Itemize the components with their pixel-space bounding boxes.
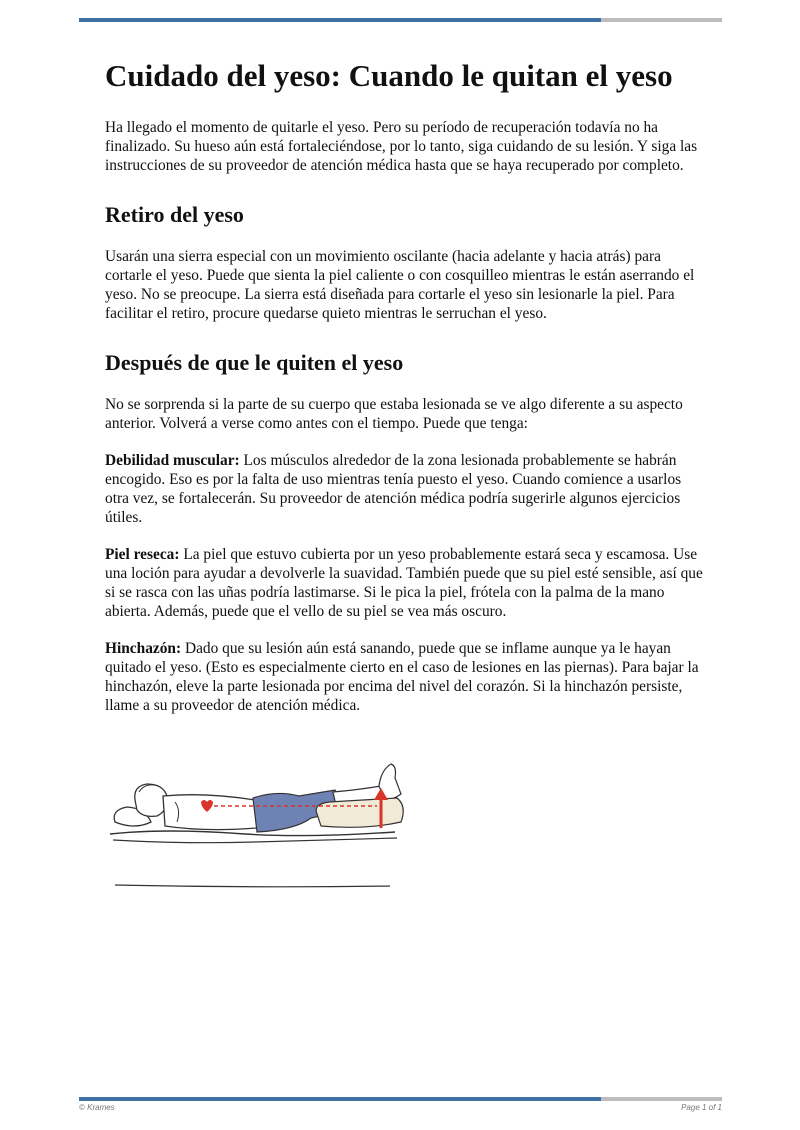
page-title: Cuidado del yeso: Cuando le quitan el yeso: [105, 58, 673, 93]
leg-elevation-illustration: [105, 752, 415, 897]
header-rule-secondary: [601, 18, 722, 22]
text-muscle-weakness: Los músculos alrededor de la zona lesionada probablemente se habrán encogido. Eso es por la falta de uso mientras tenía puesto el yeso. Cuando comience a usarlos otra vez, se fortalecerán. Su proveedor de atención médica podría sugerirle algunos ejercicios útiles.: [105, 452, 682, 526]
footer-copyright: © Krames: [79, 1103, 115, 1112]
section-heading-after: Después de que le quiten el yeso: [105, 350, 404, 375]
text-swelling: Dado que su lesión aún está sanando, puede que se inflame aunque ya le hayan quitado el yeso. (Esto es especialmente cierto en el caso de lesiones en las piernas). Para bajar la hinchazón, eleve la parte lesionada por encima del nivel del corazón. Si la hinchazón persiste, llame a su proveedor de atención médica.: [105, 640, 699, 714]
footer-page-number: Page 1 of 1: [681, 1103, 722, 1112]
list-item-muscle-weakness: [105, 451, 705, 527]
footer-rule-accent: [79, 1097, 601, 1101]
intro-paragraph: Ha llegado el momento de quitarle el yeso. Pero su período de recuperación todavía no ha finalizado. Su hueso aún está fortaleciéndose, por lo tanto, siga cuidando de su lesión. Y siga las instrucciones de su proveedor de atención médica hasta que se haya recuperado por completo.: [105, 119, 698, 174]
footer-rule: [79, 1097, 722, 1101]
header-rule-accent: [79, 18, 601, 22]
term-dry-skin: Piel reseca:: [105, 546, 180, 563]
text-dry-skin: La piel que estuvo cubierta por un yeso probablemente estará seca y escamosa. Use una loción para ayudar a devolverle la suavidad. También puede que su piel esté sensible, así que si se rasca con las uñas podría lastimarse. Si le pica la piel, frótela con la palma de la mano abierta. Además, puede que el vello de su piel se vea más oscuro.: [105, 546, 703, 620]
header-rule: [79, 18, 722, 22]
section-heading-removal: Retiro del yeso: [105, 202, 244, 227]
list-item-swelling: [105, 639, 705, 715]
leg-elevation-drawing: [105, 752, 415, 897]
footer-rule-secondary: [601, 1097, 722, 1101]
term-muscle-weakness: Debilidad muscular:: [105, 452, 240, 469]
section-body-removal: Usarán una sierra especial con un movimiento oscilante (hacia adelante y hacia atrás) para cortarle el yeso. Puede que sienta la piel caliente o con cosquilleo mientras le están aserrando el yeso. No se preocupe. La sierra está diseñada para cortarle el yeso sin lesionarle la piel. Para facilitar el retiro, procure quedarse quieto mientras le serruchan el yeso.: [105, 248, 695, 322]
term-swelling: Hinchazón:: [105, 640, 182, 657]
section-body-after: No se sorprenda si la parte de su cuerpo que estaba lesionada se ve algo diferente a su aspecto anterior. Volverá a verse como antes con el tiempo. Puede que tenga:: [105, 396, 683, 432]
document-body: [105, 56, 705, 715]
list-item-dry-skin: [105, 545, 705, 621]
